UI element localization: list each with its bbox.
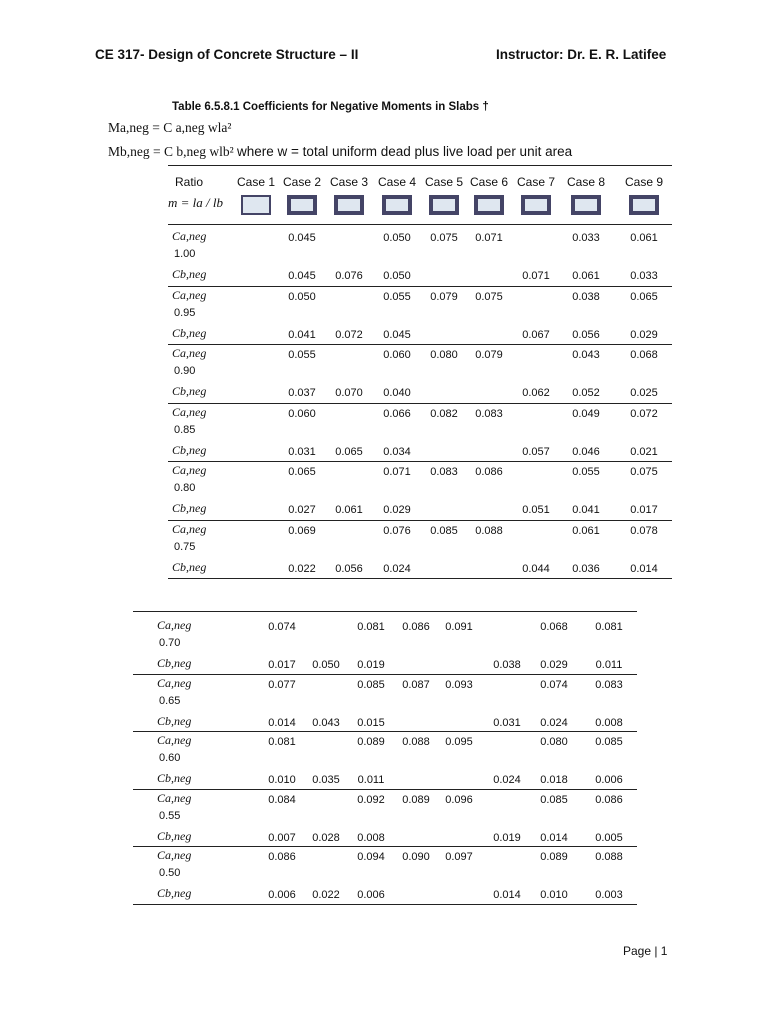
formula-ma: Ma,neg = C a,neg wla² <box>108 120 232 135</box>
cb-value-case-9: 0.011 <box>595 659 623 671</box>
ratio-value: 0.65 <box>159 694 181 707</box>
cb-value-case-8: 0.041 <box>572 504 600 516</box>
cb-value-case-2: 0.045 <box>288 270 316 282</box>
cb-value-case-3: 0.028 <box>312 831 340 844</box>
ca-value-case-4: 0.092 <box>357 793 385 806</box>
ca-value-case-2: 0.069 <box>288 524 316 537</box>
page-number: Page | 1 <box>623 944 668 958</box>
ca-value-case-8: 0.089 <box>540 851 568 863</box>
ca-value-case-8: 0.061 <box>572 524 600 537</box>
ca-value-case-9: 0.075 <box>630 466 658 478</box>
ca-value-case-4: 0.066 <box>383 407 411 420</box>
ca-value-case-2: 0.074 <box>268 621 296 633</box>
ca-value-case-6: 0.088 <box>475 524 503 537</box>
ca-value-case-6: 0.079 <box>475 349 503 361</box>
cb-value-case-4: 0.011 <box>357 774 385 786</box>
cb-value-case-9: 0.005 <box>595 831 623 844</box>
cb-value-case-3: 0.065 <box>335 445 363 458</box>
ca-value-case-4: 0.060 <box>383 349 411 361</box>
ca-value-case-4: 0.050 <box>383 232 411 244</box>
cb-neg-label: Cb,neg <box>172 442 207 457</box>
cb-value-case-8: 0.018 <box>540 774 568 786</box>
ca-value-case-9: 0.086 <box>595 793 623 806</box>
formula-mb-note: where w = total uniform dead plus live load per unit area <box>237 144 573 159</box>
cb-value-case-7: 0.067 <box>522 328 550 341</box>
cb-value-case-9: 0.033 <box>630 270 658 282</box>
cb-value-case-9: 0.003 <box>595 889 623 901</box>
ca-value-case-4: 0.055 <box>383 290 411 303</box>
table-top-rule <box>168 165 672 166</box>
cb-neg-label: Cb,neg <box>172 384 207 398</box>
ratio-value: 0.70 <box>159 637 181 649</box>
cb-value-case-4: 0.034 <box>383 445 411 458</box>
cb-value-case-4: 0.040 <box>383 387 411 399</box>
ca-value-case-5: 0.082 <box>430 407 458 420</box>
cb-value-case-2: 0.007 <box>268 831 296 844</box>
ca-value-case-9: 0.068 <box>630 349 658 361</box>
cb-value-case-3: 0.022 <box>312 889 340 901</box>
cb-value-case-7: 0.062 <box>522 387 550 399</box>
cb-value-case-8: 0.029 <box>540 659 568 671</box>
ca-value-case-2: 0.060 <box>288 407 316 420</box>
ca-neg-label: Ca,neg <box>157 675 192 690</box>
ca-value-case-9: 0.083 <box>595 678 623 691</box>
instructor-name: Instructor: Dr. E. R. Latifee <box>496 47 667 62</box>
ca-value-case-8: 0.055 <box>572 466 600 478</box>
ca-value-case-6: 0.071 <box>475 232 503 244</box>
ca-value-case-2: 0.055 <box>288 349 316 361</box>
ca-value-case-5: 0.090 <box>402 851 430 863</box>
ca-value-case-6: 0.095 <box>445 736 473 748</box>
ratio-value: 0.60 <box>159 752 181 764</box>
case-header-5: Case 5 <box>424 175 464 189</box>
cb-value-case-9: 0.006 <box>595 774 623 786</box>
ca-value-case-5: 0.088 <box>402 736 430 748</box>
ca-neg-label: Ca,neg <box>157 733 192 747</box>
cb-value-case-2: 0.017 <box>268 659 296 671</box>
formula-mb-expr: Mb,neg = C b,neg wlb² <box>108 144 234 159</box>
case-header-1: Case 1 <box>236 175 276 189</box>
case-header-4: Case 4 <box>377 175 417 189</box>
cb-value-case-7: 0.038 <box>493 659 521 671</box>
cb-value-case-4: 0.050 <box>383 270 411 282</box>
ca-value-case-8: 0.033 <box>572 232 600 244</box>
case-header-9: Case 9 <box>624 175 664 189</box>
ca-value-case-6: 0.086 <box>475 466 503 478</box>
ca-value-case-9: 0.061 <box>630 232 658 244</box>
ca-value-case-6: 0.075 <box>475 290 503 303</box>
ca-neg-label: Ca,neg <box>157 618 192 632</box>
cb-neg-label: Cb,neg <box>157 713 192 728</box>
ca-value-case-5: 0.086 <box>402 621 430 633</box>
cb-value-case-4: 0.019 <box>357 659 385 671</box>
case-header-2: Case 2 <box>282 175 322 189</box>
table-title: Table 6.5.8.1 Coefficients for Negative Moments in Slabs † <box>172 101 489 113</box>
ca-value-case-6: 0.093 <box>445 678 473 691</box>
case-header-6: Case 6 <box>469 175 509 189</box>
cb-value-case-4: 0.045 <box>383 328 411 341</box>
ca-value-case-8: 0.049 <box>572 407 600 420</box>
ca-value-case-9: 0.072 <box>630 407 658 420</box>
cb-value-case-7: 0.019 <box>493 831 521 844</box>
ca-value-case-9: 0.065 <box>630 290 658 303</box>
ratio-value: 0.90 <box>174 365 196 377</box>
group-rule <box>133 731 637 732</box>
ca-value-case-4: 0.071 <box>383 466 411 478</box>
cb-value-case-2: 0.014 <box>268 716 296 729</box>
ca-value-case-8: 0.038 <box>572 290 600 303</box>
ca-value-case-8: 0.068 <box>540 621 568 633</box>
cb-value-case-9: 0.025 <box>630 387 658 399</box>
cb-value-case-7: 0.014 <box>493 889 521 901</box>
ratio-value: 0.55 <box>159 809 181 822</box>
slab-case-4-icon <box>382 195 412 215</box>
ca-value-case-9: 0.078 <box>630 524 658 537</box>
cb-value-case-9: 0.021 <box>630 445 658 458</box>
group-rule <box>133 674 637 675</box>
cb-value-case-3: 0.070 <box>335 387 363 399</box>
lower-table-top-rule <box>133 611 637 612</box>
cb-value-case-3: 0.056 <box>335 562 363 575</box>
cb-value-case-3: 0.035 <box>312 774 340 786</box>
ca-value-case-2: 0.065 <box>288 466 316 478</box>
cb-value-case-8: 0.052 <box>572 387 600 399</box>
slab-case-9-icon <box>629 195 659 215</box>
case-header-8: Case 8 <box>566 175 606 189</box>
group-rule <box>133 789 637 790</box>
ca-value-case-8: 0.043 <box>572 349 600 361</box>
group-rule <box>168 578 672 579</box>
cb-value-case-7: 0.057 <box>522 445 550 458</box>
cb-neg-label: Cb,neg <box>157 886 192 900</box>
cb-neg-label: Cb,neg <box>157 656 192 670</box>
cb-value-case-2: 0.031 <box>288 445 316 458</box>
ca-neg-label: Ca,neg <box>157 848 192 862</box>
cb-value-case-8: 0.014 <box>540 831 568 844</box>
cb-value-case-4: 0.006 <box>357 889 385 901</box>
group-rule <box>133 846 637 847</box>
ratio-value: 0.85 <box>174 423 196 436</box>
ca-value-case-5: 0.085 <box>430 524 458 537</box>
ca-value-case-5: 0.083 <box>430 466 458 478</box>
cb-value-case-3: 0.043 <box>312 716 340 729</box>
cb-value-case-8: 0.036 <box>572 562 600 575</box>
cb-neg-label: Cb,neg <box>157 828 192 843</box>
ca-value-case-2: 0.077 <box>268 678 296 691</box>
slab-case-1-icon <box>241 195 271 215</box>
ca-value-case-4: 0.094 <box>357 851 385 863</box>
cb-value-case-9: 0.029 <box>630 328 658 341</box>
formula-mb <box>108 144 572 160</box>
ca-neg-label: Ca,neg <box>172 287 207 302</box>
ca-neg-label: Ca,neg <box>172 463 207 477</box>
cb-value-case-2: 0.006 <box>268 889 296 901</box>
ca-value-case-5: 0.079 <box>430 290 458 303</box>
case-header-7: Case 7 <box>516 175 556 189</box>
ratio-value: 0.80 <box>174 482 196 494</box>
ca-value-case-2: 0.084 <box>268 793 296 806</box>
ca-value-case-6: 0.091 <box>445 621 473 633</box>
ca-value-case-8: 0.085 <box>540 793 568 806</box>
cb-value-case-3: 0.050 <box>312 659 340 671</box>
cb-value-case-4: 0.008 <box>357 831 385 844</box>
ca-value-case-4: 0.089 <box>357 736 385 748</box>
ratio-value: 0.50 <box>159 867 181 879</box>
cb-value-case-2: 0.022 <box>288 562 316 575</box>
cb-value-case-4: 0.029 <box>383 504 411 516</box>
ca-value-case-2: 0.081 <box>268 736 296 748</box>
ca-value-case-9: 0.081 <box>595 621 623 633</box>
cb-neg-label: Cb,neg <box>172 501 207 515</box>
ca-value-case-5: 0.080 <box>430 349 458 361</box>
ca-neg-label: Ca,neg <box>157 790 192 805</box>
group-rule <box>168 403 672 404</box>
ca-value-case-6: 0.083 <box>475 407 503 420</box>
ratio-value: 0.75 <box>174 540 196 553</box>
cb-value-case-8: 0.056 <box>572 328 600 341</box>
cb-value-case-2: 0.027 <box>288 504 316 516</box>
cb-value-case-7: 0.024 <box>493 774 521 786</box>
slab-case-5-icon <box>429 195 459 215</box>
cb-value-case-3: 0.076 <box>335 270 363 282</box>
cb-neg-label: Cb,neg <box>172 559 207 574</box>
cb-value-case-9: 0.014 <box>630 562 658 575</box>
cb-value-case-7: 0.071 <box>522 270 550 282</box>
cb-value-case-3: 0.061 <box>335 504 363 516</box>
cb-value-case-9: 0.017 <box>630 504 658 516</box>
course-title: CE 317- Design of Concrete Structure – II <box>95 47 359 62</box>
cb-value-case-2: 0.010 <box>268 774 296 786</box>
ca-value-case-6: 0.096 <box>445 793 473 806</box>
slab-case-6-icon <box>474 195 504 215</box>
ca-value-case-4: 0.081 <box>357 621 385 633</box>
ratio-header: Ratio <box>175 175 204 189</box>
group-rule <box>168 286 672 287</box>
ca-value-case-2: 0.050 <box>288 290 316 303</box>
ca-value-case-4: 0.085 <box>357 678 385 691</box>
cb-value-case-4: 0.015 <box>357 716 385 729</box>
ca-value-case-9: 0.088 <box>595 851 623 863</box>
slab-case-3-icon <box>334 195 364 215</box>
ca-neg-label: Ca,neg <box>172 404 207 419</box>
ca-value-case-4: 0.076 <box>383 524 411 537</box>
table-header-rule <box>168 224 672 225</box>
ca-value-case-9: 0.085 <box>595 736 623 748</box>
ca-value-case-6: 0.097 <box>445 851 473 863</box>
ca-value-case-5: 0.075 <box>430 232 458 244</box>
m-ratio-label: m = la / lb <box>168 195 223 210</box>
cb-neg-label: Cb,neg <box>172 267 207 281</box>
cb-neg-label: Cb,neg <box>172 325 207 340</box>
cb-value-case-3: 0.072 <box>335 328 363 341</box>
ca-value-case-2: 0.045 <box>288 232 316 244</box>
cb-neg-label: Cb,neg <box>157 771 192 785</box>
ca-value-case-5: 0.087 <box>402 678 430 691</box>
ca-value-case-8: 0.074 <box>540 678 568 691</box>
cb-value-case-4: 0.024 <box>383 562 411 575</box>
case-header-3: Case 3 <box>329 175 369 189</box>
cb-value-case-8: 0.061 <box>572 270 600 282</box>
cb-value-case-7: 0.044 <box>522 562 550 575</box>
ca-neg-label: Ca,neg <box>172 346 207 360</box>
slab-case-8-icon <box>571 195 601 215</box>
group-rule <box>168 520 672 521</box>
slab-case-7-icon <box>521 195 551 215</box>
cb-value-case-8: 0.024 <box>540 716 568 729</box>
cb-value-case-8: 0.010 <box>540 889 568 901</box>
ca-neg-label: Ca,neg <box>172 521 207 536</box>
cb-value-case-7: 0.031 <box>493 716 521 729</box>
cb-value-case-8: 0.046 <box>572 445 600 458</box>
ca-value-case-5: 0.089 <box>402 793 430 806</box>
ca-value-case-8: 0.080 <box>540 736 568 748</box>
ratio-value: 1.00 <box>174 248 196 260</box>
group-rule <box>168 461 672 462</box>
cb-value-case-2: 0.037 <box>288 387 316 399</box>
cb-value-case-9: 0.008 <box>595 716 623 729</box>
group-rule <box>133 904 637 905</box>
ca-value-case-2: 0.086 <box>268 851 296 863</box>
cb-value-case-7: 0.051 <box>522 504 550 516</box>
slab-case-2-icon <box>287 195 317 215</box>
ca-neg-label: Ca,neg <box>172 229 207 243</box>
cb-value-case-2: 0.041 <box>288 328 316 341</box>
group-rule <box>168 344 672 345</box>
ratio-value: 0.95 <box>174 306 196 319</box>
